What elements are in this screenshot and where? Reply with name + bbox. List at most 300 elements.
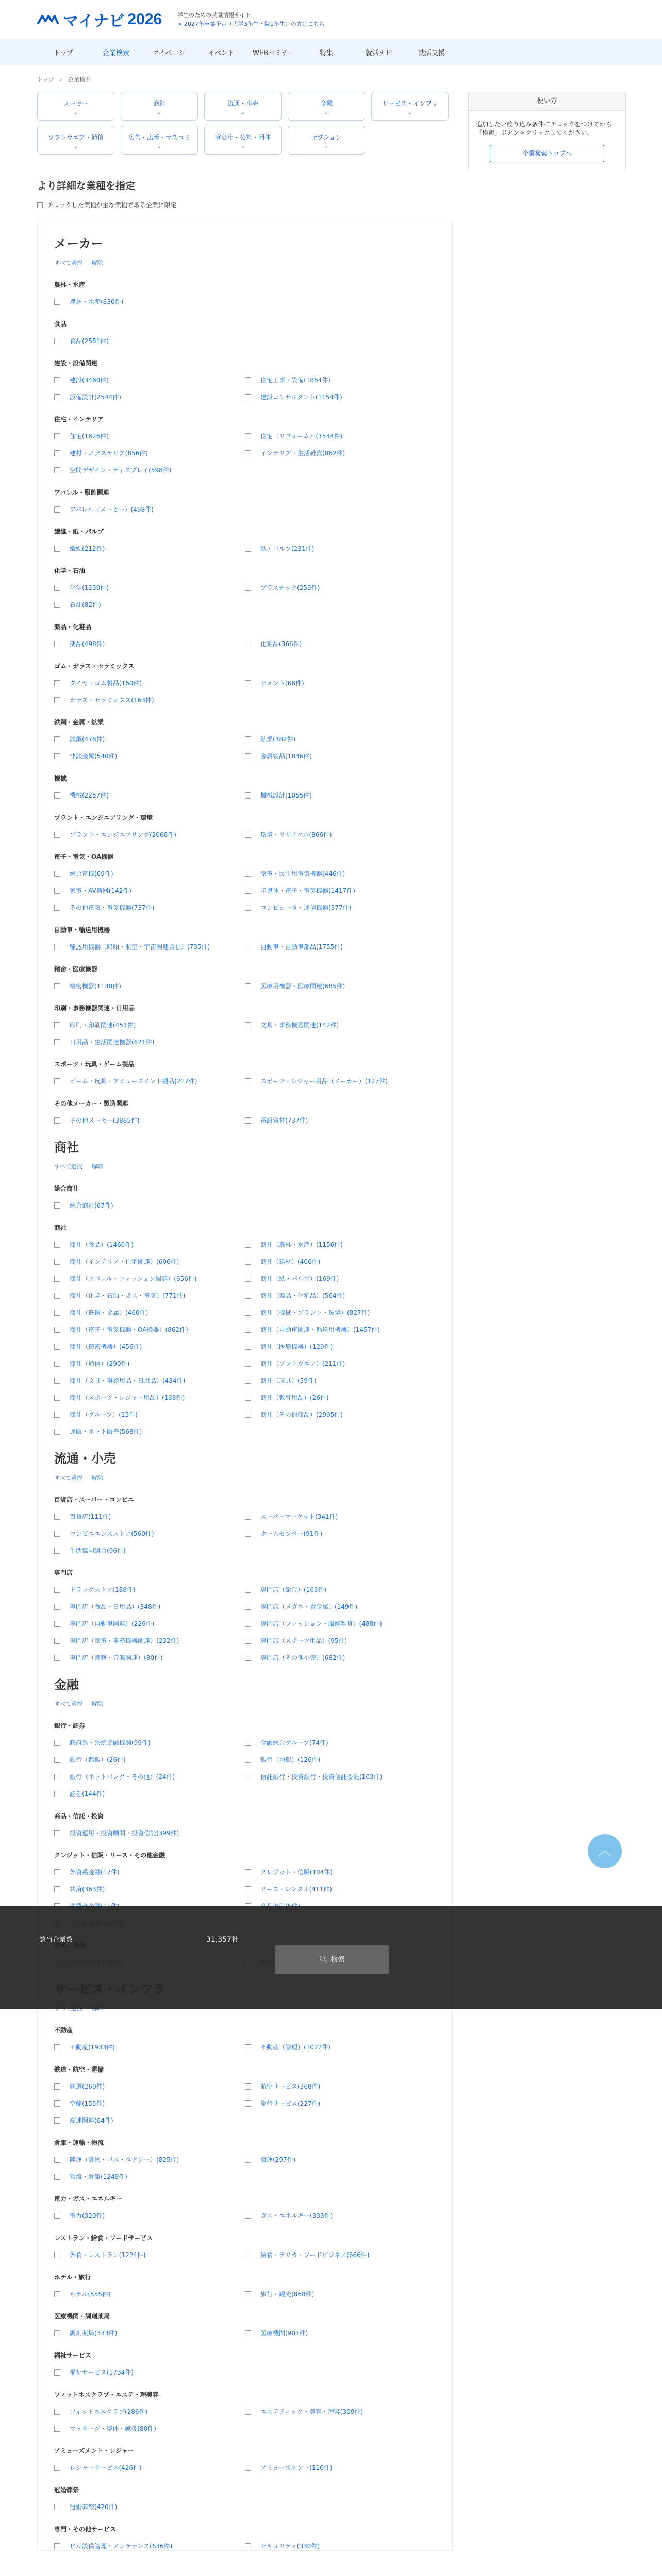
- industry-checkbox[interactable]: [245, 1653, 436, 1662]
- item-grid: [54, 1077, 436, 1086]
- checkbox[interactable]: [54, 1259, 60, 1265]
- clear-link[interactable]: 解除: [91, 1163, 103, 1170]
- checkbox[interactable]: [54, 1242, 60, 1248]
- industry-checkbox[interactable]: [54, 2155, 245, 2164]
- checkbox[interactable]: [54, 299, 60, 305]
- checkbox[interactable]: [54, 1757, 60, 1763]
- checkbox[interactable]: [245, 2330, 251, 2336]
- industry-checkbox[interactable]: [54, 1512, 245, 1521]
- checkbox[interactable]: [245, 1638, 251, 1644]
- checkbox[interactable]: [245, 2083, 251, 2090]
- industry-checkbox[interactable]: [245, 1755, 436, 1764]
- checkbox[interactable]: [54, 1378, 60, 1384]
- industry-checkbox[interactable]: [54, 1257, 245, 1266]
- industry-checkbox[interactable]: [54, 1325, 245, 1334]
- checkbox[interactable]: [54, 697, 60, 703]
- industry-checkbox[interactable]: [54, 2172, 245, 2181]
- category-tab[interactable]: [204, 126, 282, 155]
- industry-checkbox[interactable]: [54, 1772, 245, 1781]
- checkbox[interactable]: [245, 2100, 251, 2107]
- industry-checkbox[interactable]: [245, 2407, 436, 2416]
- industry-checkbox[interactable]: [54, 1427, 245, 1436]
- industry-checkbox[interactable]: [245, 1772, 436, 1781]
- industry-checkbox[interactable]: [54, 1116, 245, 1125]
- nav-item[interactable]: 就活ナビ: [365, 49, 392, 57]
- checkbox[interactable]: [54, 546, 60, 552]
- checkbox[interactable]: [54, 1344, 60, 1350]
- search-button[interactable]: [275, 1945, 389, 1974]
- item-grid: [54, 505, 436, 514]
- category-tab[interactable]: [121, 92, 198, 121]
- industry-checkbox[interactable]: [245, 830, 436, 839]
- industry-checkbox[interactable]: [245, 2211, 436, 2220]
- industry-checkbox[interactable]: [245, 1077, 436, 1086]
- checkbox[interactable]: [54, 1117, 60, 1124]
- industry-checkbox[interactable]: [54, 449, 245, 457]
- checkbox[interactable]: [54, 1621, 60, 1627]
- industry-checkbox[interactable]: [245, 1116, 436, 1125]
- checkbox[interactable]: [245, 433, 251, 439]
- category-tab[interactable]: [288, 126, 365, 155]
- industry-checkbox[interactable]: [245, 2250, 436, 2259]
- checkbox[interactable]: [54, 2117, 60, 2124]
- checkbox[interactable]: [245, 1276, 251, 1282]
- category-tab[interactable]: [37, 92, 114, 121]
- checkbox[interactable]: [54, 680, 60, 686]
- checkbox[interactable]: [54, 1514, 60, 1520]
- industry-checkbox[interactable]: [245, 1257, 436, 1266]
- checkbox[interactable]: [245, 1587, 251, 1593]
- checkbox[interactable]: [245, 2157, 251, 2163]
- checkbox[interactable]: [54, 888, 60, 894]
- back-to-top-button[interactable]: [588, 1834, 622, 1868]
- industry-checkbox[interactable]: [54, 1619, 245, 1628]
- industry-checkbox[interactable]: [54, 2329, 245, 2337]
- section-title: 流通・小売: [54, 1451, 116, 1466]
- industry-checkbox[interactable]: [54, 2424, 245, 2433]
- industry-checkbox[interactable]: [54, 1359, 245, 1368]
- industry-checkbox[interactable]: [54, 1755, 245, 1764]
- clear-link[interactable]: 解除: [91, 1475, 103, 1481]
- industry-checkbox[interactable]: [54, 903, 245, 912]
- checkbox[interactable]: [245, 1740, 251, 1746]
- industry-checkbox[interactable]: [54, 1038, 245, 1046]
- industry-checkbox[interactable]: [245, 639, 436, 648]
- checkbox[interactable]: [54, 2213, 60, 2219]
- checkbox[interactable]: [54, 1202, 60, 1209]
- industry-checkbox[interactable]: [245, 1636, 436, 1645]
- industry-checkbox[interactable]: [54, 2116, 245, 2125]
- industry-checkbox[interactable]: [54, 1738, 245, 1747]
- checkbox[interactable]: [54, 338, 60, 344]
- industry-checkbox[interactable]: [245, 583, 436, 592]
- checkbox[interactable]: [54, 1276, 60, 1282]
- checkbox[interactable]: [54, 1638, 60, 1644]
- industry-checkbox[interactable]: [54, 2541, 245, 2550]
- checkbox[interactable]: [54, 2409, 60, 2415]
- checkbox[interactable]: [245, 1117, 251, 1124]
- industry-checkbox[interactable]: [54, 1885, 245, 1893]
- checkbox[interactable]: [54, 944, 60, 950]
- limit-main-industry[interactable]: [37, 200, 453, 209]
- industry-checkbox[interactable]: [54, 2502, 245, 2511]
- logo-text: マイナビ: [63, 13, 125, 30]
- industry-checkbox[interactable]: [54, 1828, 245, 1837]
- checkbox[interactable]: [54, 2465, 60, 2471]
- checkbox[interactable]: [54, 506, 60, 513]
- industry-checkbox[interactable]: [245, 1359, 436, 1368]
- checkbox[interactable]: [54, 2330, 60, 2336]
- checkbox[interactable]: [245, 888, 251, 894]
- industry-checkbox[interactable]: [54, 2082, 245, 2091]
- checkbox[interactable]: [54, 1412, 60, 1418]
- checkbox[interactable]: [54, 450, 60, 456]
- industry-checkbox[interactable]: [245, 1410, 436, 1419]
- industry-checkbox[interactable]: [54, 297, 245, 306]
- industry-checkbox[interactable]: [54, 679, 245, 687]
- nav-item[interactable]: トップ: [53, 49, 74, 57]
- checkbox[interactable]: [245, 1604, 251, 1610]
- checkbox[interactable]: [245, 2213, 251, 2219]
- checkbox[interactable]: [54, 377, 60, 383]
- industry-checkbox[interactable]: [54, 466, 245, 474]
- industry-checkbox[interactable]: [54, 1546, 245, 1555]
- select-all-link[interactable]: すべて選択: [54, 1701, 82, 1707]
- checkbox[interactable]: [54, 1395, 60, 1401]
- industry-checkbox[interactable]: [54, 1393, 245, 1402]
- checkbox[interactable]: [54, 1310, 60, 1316]
- industry-checkbox[interactable]: [245, 981, 436, 990]
- industry-checkbox[interactable]: [245, 449, 436, 457]
- checkbox[interactable]: [245, 944, 251, 950]
- checkbox[interactable]: [245, 1022, 251, 1028]
- checkbox[interactable]: [54, 1039, 60, 1045]
- checkbox[interactable]: [54, 2291, 60, 2297]
- checkbox[interactable]: [245, 1378, 251, 1384]
- industry-checkbox[interactable]: [245, 1376, 436, 1385]
- checkbox[interactable]: [54, 1361, 60, 1367]
- checkbox[interactable]: [54, 753, 60, 759]
- checkbox[interactable]: [54, 1791, 60, 1797]
- checkbox[interactable]: [245, 546, 251, 552]
- industry-checkbox[interactable]: [54, 2099, 245, 2108]
- checkbox[interactable]: [54, 905, 60, 911]
- checkbox[interactable]: [245, 1310, 251, 1316]
- industry-checkbox[interactable]: [245, 1885, 436, 1893]
- checkbox[interactable]: [245, 753, 251, 759]
- checkbox[interactable]: [54, 1293, 60, 1299]
- checkbox[interactable]: [54, 2157, 60, 2163]
- nav-item[interactable]: イベント: [207, 49, 235, 57]
- industry-checkbox[interactable]: [54, 2463, 245, 2472]
- industry-label: 専門店（書籍・音楽関連）(80件): [70, 1654, 163, 1662]
- industry-checkbox[interactable]: [54, 1342, 245, 1351]
- industry-checkbox[interactable]: [245, 2155, 436, 2164]
- category-tab[interactable]: [37, 126, 114, 155]
- industry-checkbox[interactable]: [54, 1602, 245, 1611]
- industry-checkbox[interactable]: [54, 886, 245, 895]
- checkbox[interactable]: [245, 680, 251, 686]
- industry-checkbox[interactable]: [54, 505, 245, 514]
- industry-checkbox[interactable]: [245, 1291, 436, 1300]
- group-title: 福祉サービス: [54, 2352, 92, 2359]
- industry-checkbox[interactable]: [54, 639, 245, 648]
- checkbox[interactable]: [54, 2174, 60, 2180]
- industry-checkbox[interactable]: [54, 1021, 245, 1029]
- industry-checkbox[interactable]: [54, 791, 245, 800]
- nav-item[interactable]: 就活支援: [418, 49, 445, 57]
- next-year-link[interactable]: > 2027年卒業予定（大学3年生・院1年生）の方はこちら: [177, 21, 325, 27]
- industry-checkbox[interactable]: [245, 2329, 436, 2337]
- checkbox[interactable]: [245, 1412, 251, 1418]
- checkbox[interactable]: [54, 2100, 60, 2107]
- industry-checkbox[interactable]: [245, 886, 436, 895]
- category-tab[interactable]: [121, 126, 198, 155]
- industry-checkbox[interactable]: [54, 393, 245, 401]
- search-top-button[interactable]: 企業検索トップへ: [490, 145, 604, 162]
- industry-checkbox[interactable]: [54, 376, 245, 384]
- checkbox[interactable]: [245, 1655, 251, 1661]
- industry-checkbox[interactable]: [245, 903, 436, 912]
- breadcrumb-item-top[interactable]: トップ: [37, 76, 54, 83]
- checkbox[interactable]: [245, 2543, 251, 2549]
- checkbox[interactable]: [245, 1293, 251, 1299]
- group-title: 商品・信託・投資: [54, 1812, 104, 1820]
- industry-checkbox[interactable]: [245, 1240, 436, 1249]
- industry-checkbox[interactable]: [54, 1410, 245, 1419]
- industry-checkbox[interactable]: [245, 2099, 436, 2108]
- industry-checkbox[interactable]: [245, 1738, 436, 1747]
- industry-checkbox[interactable]: [54, 1585, 245, 1594]
- industry-checkbox[interactable]: [54, 544, 245, 553]
- industry-checkbox[interactable]: [54, 2211, 245, 2220]
- checkbox[interactable]: [245, 736, 251, 742]
- industry-checkbox[interactable]: [245, 1602, 436, 1611]
- checkbox[interactable]: [54, 2252, 60, 2258]
- industry-checkbox[interactable]: [54, 1529, 245, 1538]
- checkbox[interactable]: [245, 983, 251, 989]
- checkbox[interactable]: [54, 1531, 60, 1537]
- industry-checkbox[interactable]: [54, 1291, 245, 1300]
- industry-checkbox[interactable]: [245, 544, 436, 553]
- checkbox[interactable]: [54, 1604, 60, 1610]
- checkbox[interactable]: [245, 641, 251, 647]
- industry-checkbox[interactable]: [54, 1653, 245, 1662]
- checkbox[interactable]: [245, 871, 251, 877]
- industry-checkbox[interactable]: [54, 1636, 245, 1645]
- checkbox[interactable]: [54, 1327, 60, 1333]
- checkbox[interactable]: [54, 1740, 60, 1746]
- limit-checkbox[interactable]: [37, 202, 43, 208]
- checkbox[interactable]: [54, 871, 60, 877]
- industry-checkbox[interactable]: [245, 735, 436, 743]
- industry-checkbox[interactable]: [54, 869, 245, 878]
- checkbox[interactable]: [54, 1429, 60, 1435]
- checkbox[interactable]: [54, 2426, 60, 2432]
- checkbox[interactable]: [54, 736, 60, 742]
- industry-checkbox[interactable]: [245, 1585, 436, 1594]
- industry-checkbox[interactable]: [245, 1342, 436, 1351]
- checkbox[interactable]: [245, 1344, 251, 1350]
- checkbox[interactable]: [245, 585, 251, 591]
- clear-link[interactable]: 解除: [91, 260, 103, 266]
- checkbox[interactable]: [54, 641, 60, 647]
- checkbox[interactable]: [245, 2409, 251, 2415]
- industry-checkbox[interactable]: [54, 1868, 245, 1876]
- nav-item[interactable]: WEBセミナー: [253, 49, 295, 57]
- industry-label: ドラッグストア(188件): [70, 1586, 136, 1594]
- checkbox[interactable]: [245, 905, 251, 911]
- nav-item[interactable]: 特集: [319, 49, 333, 57]
- industry-checkbox[interactable]: [245, 2082, 436, 2091]
- checkbox[interactable]: [54, 433, 60, 439]
- checkbox[interactable]: [54, 2543, 60, 2549]
- industry-checkbox[interactable]: [54, 735, 245, 743]
- checkbox[interactable]: [54, 792, 60, 799]
- checkbox[interactable]: [245, 1774, 251, 1780]
- industry-checkbox[interactable]: [245, 1308, 436, 1317]
- industry-checkbox[interactable]: [245, 376, 436, 384]
- category-tab[interactable]: [288, 92, 365, 121]
- checkbox[interactable]: [54, 1869, 60, 1875]
- industry-checkbox[interactable]: [245, 1021, 436, 1029]
- checkbox[interactable]: [54, 1830, 60, 1836]
- industry-checkbox[interactable]: [54, 583, 245, 592]
- category-tab[interactable]: [371, 92, 449, 121]
- industry-checkbox[interactable]: [54, 2368, 245, 2377]
- checkbox[interactable]: [54, 467, 60, 473]
- checkbox[interactable]: [54, 1548, 60, 1554]
- industry-checkbox[interactable]: [245, 2290, 436, 2298]
- industry-checkbox[interactable]: [245, 869, 436, 878]
- checkbox[interactable]: [245, 1078, 251, 1084]
- detail-title: より詳細な業種を指定: [37, 180, 136, 192]
- industry-checkbox[interactable]: [245, 791, 436, 800]
- industry-checkbox[interactable]: [245, 1512, 436, 1521]
- nav-item[interactable]: 企業検索: [102, 49, 129, 57]
- checkbox[interactable]: [54, 1078, 60, 1084]
- checkbox[interactable]: [245, 1514, 251, 1520]
- checkbox[interactable]: [245, 1869, 251, 1875]
- industry-checkbox[interactable]: [54, 1240, 245, 1249]
- category-tab[interactable]: [204, 92, 282, 121]
- checkbox[interactable]: [245, 377, 251, 383]
- checkbox[interactable]: [245, 1621, 251, 1627]
- checkbox[interactable]: [245, 1361, 251, 1367]
- checkbox[interactable]: [245, 1259, 251, 1265]
- checkbox[interactable]: [245, 2291, 251, 2297]
- industry-checkbox[interactable]: [54, 752, 245, 760]
- checkbox[interactable]: [245, 394, 251, 400]
- industry-checkbox[interactable]: [54, 981, 245, 990]
- checkbox[interactable]: [54, 1774, 60, 1780]
- industry-checkbox[interactable]: [54, 2407, 245, 2416]
- checkbox[interactable]: [54, 2083, 60, 2090]
- select-all-link[interactable]: すべて選択: [54, 260, 82, 266]
- industry-label: 金融総合グループ(74件): [260, 1739, 328, 1747]
- industry-label: 商社（文具・事務用品・日用品）(434件): [70, 1377, 186, 1384]
- industry-checkbox[interactable]: [245, 942, 436, 951]
- industry-checkbox[interactable]: [54, 696, 245, 704]
- checkbox[interactable]: [245, 2465, 251, 2471]
- checkbox[interactable]: [54, 983, 60, 989]
- industry-checkbox[interactable]: [245, 1529, 436, 1538]
- industry-checkbox[interactable]: [54, 2043, 245, 2052]
- checkbox[interactable]: [54, 2504, 60, 2510]
- industry-checkbox[interactable]: [54, 1274, 245, 1283]
- checkbox[interactable]: [245, 2252, 251, 2258]
- industry-checkbox[interactable]: [245, 2541, 436, 2550]
- industry-label: 機械設計(1055件): [260, 792, 312, 799]
- checkbox[interactable]: [54, 1655, 60, 1661]
- checkbox[interactable]: [54, 394, 60, 400]
- checkbox[interactable]: [54, 585, 60, 591]
- checkbox[interactable]: [245, 1242, 251, 1248]
- select-all-link[interactable]: すべて選択: [54, 1475, 82, 1481]
- industry-checkbox[interactable]: [54, 2250, 245, 2259]
- industry-checkbox[interactable]: [54, 336, 245, 345]
- item-grid: [54, 583, 436, 609]
- clear-link[interactable]: 解除: [91, 1701, 103, 1707]
- industry-checkbox[interactable]: [245, 679, 436, 687]
- checkbox[interactable]: [54, 1587, 60, 1593]
- checkbox[interactable]: [245, 450, 251, 456]
- checkbox[interactable]: [245, 1886, 251, 1892]
- industry-checkbox[interactable]: [245, 2043, 436, 2052]
- nav-item[interactable]: マイページ: [152, 49, 186, 57]
- industry-checkbox[interactable]: [54, 830, 245, 839]
- industry-label: 信託銀行・投資銀行・投資信託委託(103件): [260, 1773, 383, 1781]
- checkbox[interactable]: [54, 602, 60, 608]
- industry-checkbox[interactable]: [54, 2290, 245, 2298]
- checkbox[interactable]: [54, 1022, 60, 1028]
- checkbox[interactable]: [54, 2369, 60, 2376]
- checkbox[interactable]: [245, 1531, 251, 1537]
- checkbox[interactable]: [245, 1395, 251, 1401]
- industry-checkbox[interactable]: [245, 1868, 436, 1876]
- industry-checkbox[interactable]: [54, 1789, 245, 1798]
- industry-label: 住宅工事・設備(1864件): [260, 377, 330, 384]
- industry-checkbox[interactable]: [54, 432, 245, 440]
- checkbox[interactable]: [54, 2044, 60, 2050]
- industry-checkbox[interactable]: [245, 2463, 436, 2472]
- industry-checkbox[interactable]: [245, 432, 436, 440]
- industry-checkbox[interactable]: [54, 942, 245, 951]
- industry-checkbox[interactable]: [54, 1201, 245, 1210]
- industry-checkbox[interactable]: [245, 1619, 436, 1628]
- checkbox[interactable]: [245, 832, 251, 838]
- checkbox[interactable]: [54, 1886, 60, 1892]
- checkbox[interactable]: [245, 792, 251, 799]
- checkbox[interactable]: [245, 2044, 251, 2050]
- site-logo[interactable]: [37, 8, 162, 31]
- industry-checkbox[interactable]: [54, 1308, 245, 1317]
- industry-checkbox[interactable]: [245, 752, 436, 760]
- industry-checkbox[interactable]: [245, 1393, 436, 1402]
- industry-checkbox[interactable]: [245, 393, 436, 401]
- industry-checkbox[interactable]: [54, 600, 245, 609]
- category-tab-label: オプション: [311, 134, 342, 141]
- checkbox[interactable]: [54, 832, 60, 838]
- select-all-link[interactable]: すべて選択: [54, 1163, 82, 1170]
- industry-checkbox[interactable]: [54, 1077, 245, 1086]
- industry-checkbox[interactable]: [245, 1274, 436, 1283]
- industry-checkbox[interactable]: [245, 1325, 436, 1334]
- checkbox[interactable]: [245, 1757, 251, 1763]
- checkbox[interactable]: [245, 1327, 251, 1333]
- industry-checkbox[interactable]: [54, 1376, 245, 1385]
- industry-label: 物流・倉庫(1249件): [70, 2173, 127, 2180]
